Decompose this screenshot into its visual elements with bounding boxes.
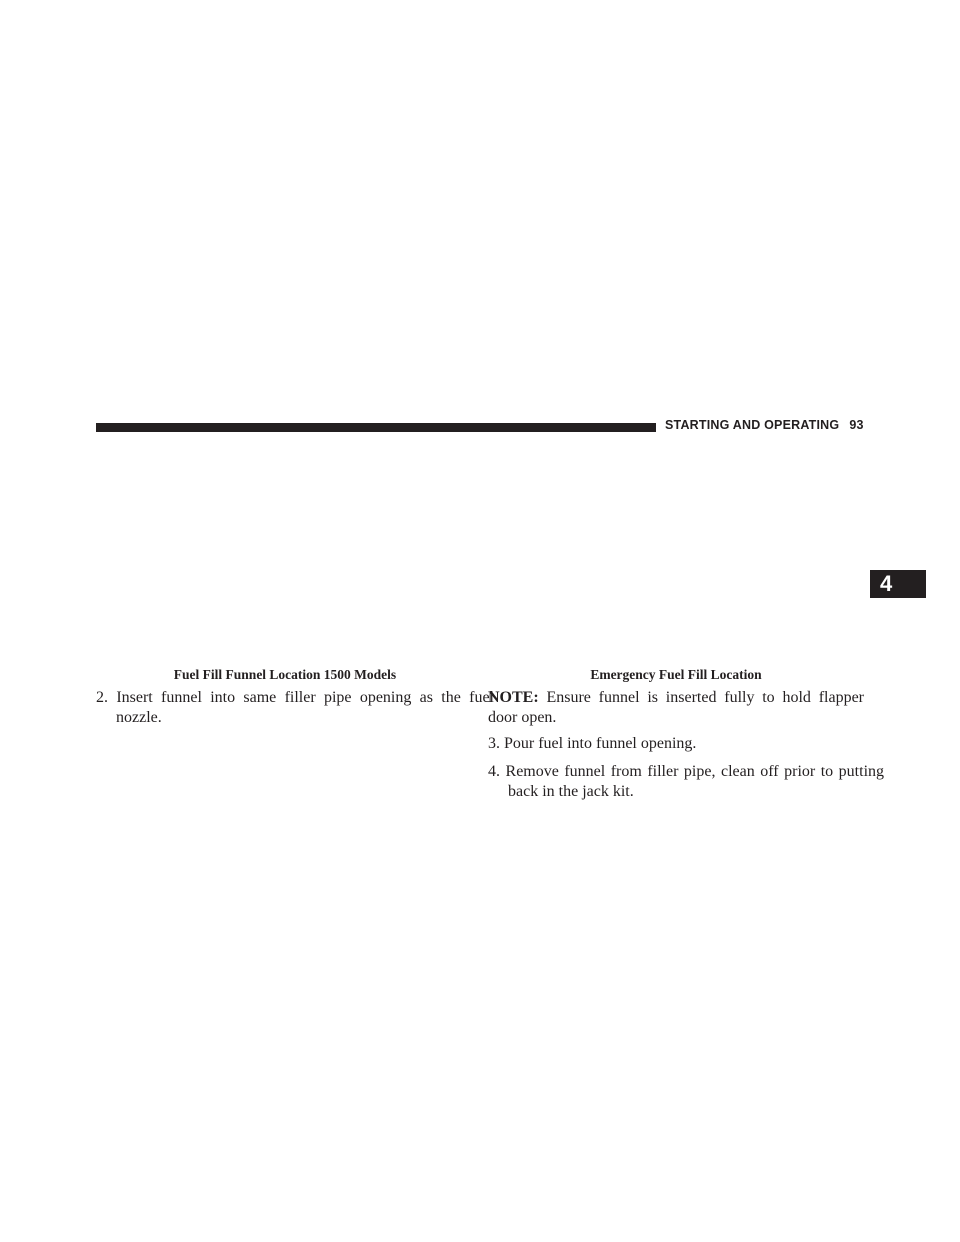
figure-caption-right: Emergency Fuel Fill Location: [590, 667, 762, 682]
step-4-number: 4.: [488, 763, 500, 780]
step-4-text: Remove funnel from filler pipe, clean off prior to putting back in the jack kit.: [505, 763, 885, 800]
running-header: [665, 418, 870, 432]
step-2-number: 2.: [96, 689, 108, 706]
chapter-number: 4: [880, 571, 893, 596]
header-rule: [96, 423, 656, 432]
step-3: [488, 734, 884, 754]
step-4: [488, 762, 884, 802]
note-label: NOTE:: [488, 689, 539, 706]
section-title: STARTING AND OPERATING: [665, 418, 840, 432]
chapter-tab: [870, 570, 926, 598]
step-2: [96, 688, 494, 728]
step-2-text: Insert funnel into same filler pipe opening as the fuel nozzle.: [116, 689, 495, 726]
step-3-number: 3.: [488, 735, 500, 752]
figure-caption-left: Fuel Fill Funnel Location 1500 Models: [173, 667, 397, 682]
page-number: 93: [849, 418, 864, 432]
step-3-text: Pour fuel into funnel opening.: [504, 735, 697, 752]
note-paragraph: [488, 688, 864, 728]
note-text: Ensure funnel is inserted fully to hold flapper door open.: [488, 689, 865, 726]
